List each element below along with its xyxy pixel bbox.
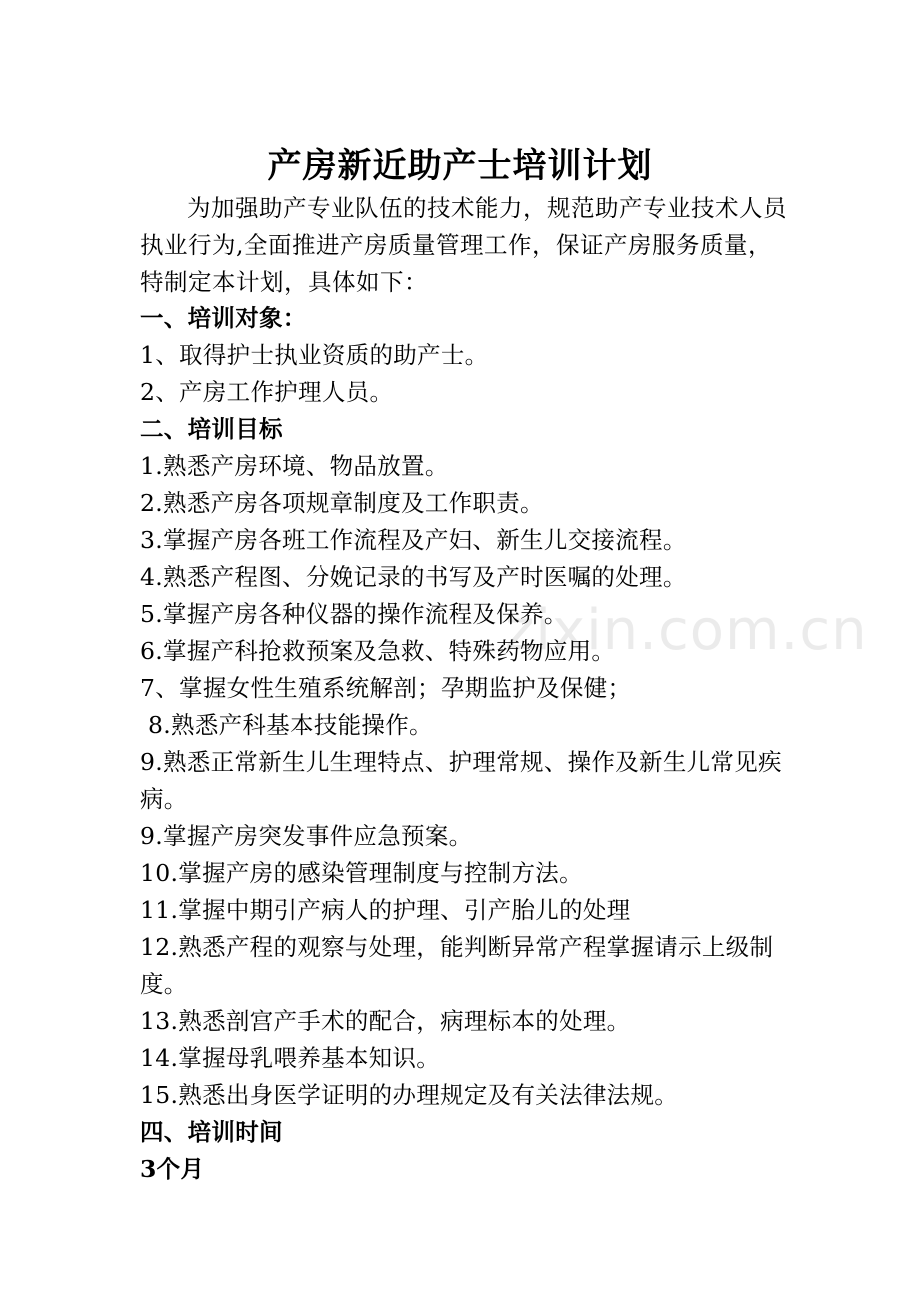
- list-item: 7、掌握女性生殖系统解剖；孕期监护及保健；: [140, 674, 632, 702]
- watermark: zixin.com.cn: [505, 598, 868, 663]
- list-item: 2.熟悉产房各项规章制度及工作职责。: [140, 489, 544, 517]
- list-item: 8.熟悉产科基本技能操作。: [148, 711, 433, 739]
- list-item: 10.掌握产房的感染管理制度与控制方法。: [140, 859, 583, 887]
- document-body: [140, 300, 790, 1188]
- section-heading-training-goals: 二、培训目标: [140, 415, 283, 443]
- list-item: 14.掌握母乳喂养基本知识。: [140, 1044, 441, 1072]
- list-item: 2、产房工作护理人员。: [140, 378, 394, 406]
- list-item: 13.熟悉剖宫产手术的配合，病理标本的处理。: [140, 1007, 631, 1035]
- intro-paragraph: 为加强助产专业队伍的技术能力，规范助产专业技术人员执业行为,全面推进产房质量管理工作，保证产房服务质量，特制定本计划，具体如下：: [140, 194, 787, 296]
- training-duration: 3个月: [140, 1155, 205, 1183]
- list-item: 1、取得护士执业资质的助产士。: [140, 341, 489, 369]
- section-heading-training-time: 四、培训时间: [140, 1118, 283, 1146]
- list-item: 3.掌握产房各班工作流程及产妇、新生儿交接流程。: [140, 526, 687, 554]
- list-item: 5.掌握产房各种仪器的操作流程及保养。: [140, 600, 568, 628]
- list-item: 15.熟悉出身医学证明的办理规定及有关法律法规。: [140, 1081, 679, 1109]
- list-item: 12.熟悉产程的观察与处理，能判断异常产程掌握请示上级制度。: [140, 933, 774, 998]
- section-heading-training-targets: 一、培训对象：: [140, 304, 307, 332]
- document-title: 产房新近助产士培训计划: [267, 146, 653, 186]
- list-item: 6.掌握产科抢救预案及急救、特殊药物应用。: [140, 637, 616, 665]
- list-item: 4.熟悉产程图、分娩记录的书写及产时医嘱的处理。: [140, 563, 687, 591]
- list-item: 9.掌握产房突发事件应急预案。: [140, 822, 473, 850]
- list-item: 1.熟悉产房环境、物品放置。: [140, 452, 449, 480]
- list-item: 9.熟悉正常新生儿生理特点、护理常规、操作及新生儿常见疾病。: [140, 748, 782, 813]
- list-item: 11.掌握中期引产病人的护理、引产胎儿的处理: [140, 896, 631, 924]
